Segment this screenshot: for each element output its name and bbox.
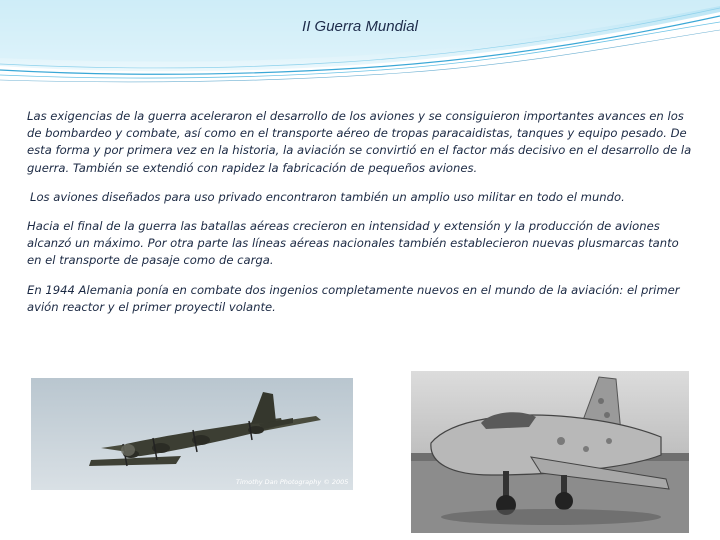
photo-watermark: Timothy Dan Photography © 2005 [236,478,349,486]
paragraph-2: Los aviones diseñados para uso privado encontraron también un amplio uso militar en todo el mundo. [30,189,625,204]
paragraph-4: En 1944 Alemania ponía en combate dos ingenios completamente nuevos en el mundo de la aviación: el primer avión reactor y el primer proyectil volante. [27,282,680,314]
body-text [27,108,695,328]
bomber-photo [31,378,353,490]
header-wave-decoration [0,0,720,90]
jet-fighter-photo [411,371,689,533]
paragraph-1: Las exigencias de la guerra aceleraron el desarrollo de los aviones y se consiguieron importantes avances en los de bombardeo y combate, así como en el transporte aéreo de tropas paracaidistas, tanques y equipo pesado. De esta forma y por primera vez en la historia, la aviación se convirtió en el factor más decisivo en el desarrollo de la guerra. También se extendió con rapidez la fabricación de pequeños aviones. [27,109,692,175]
paragraph-3: Hacia el final de la guerra las batallas aéreas crecieron en intensidad y extensión y la producción de aviones alcanzó un máximo. Por otra parte las líneas aéreas nacionales también establecieron nuevas plusmarcas tanto en el transporte de pasaje como de carga. [27,219,679,268]
slide-title: II Guerra Mundial [302,18,418,35]
